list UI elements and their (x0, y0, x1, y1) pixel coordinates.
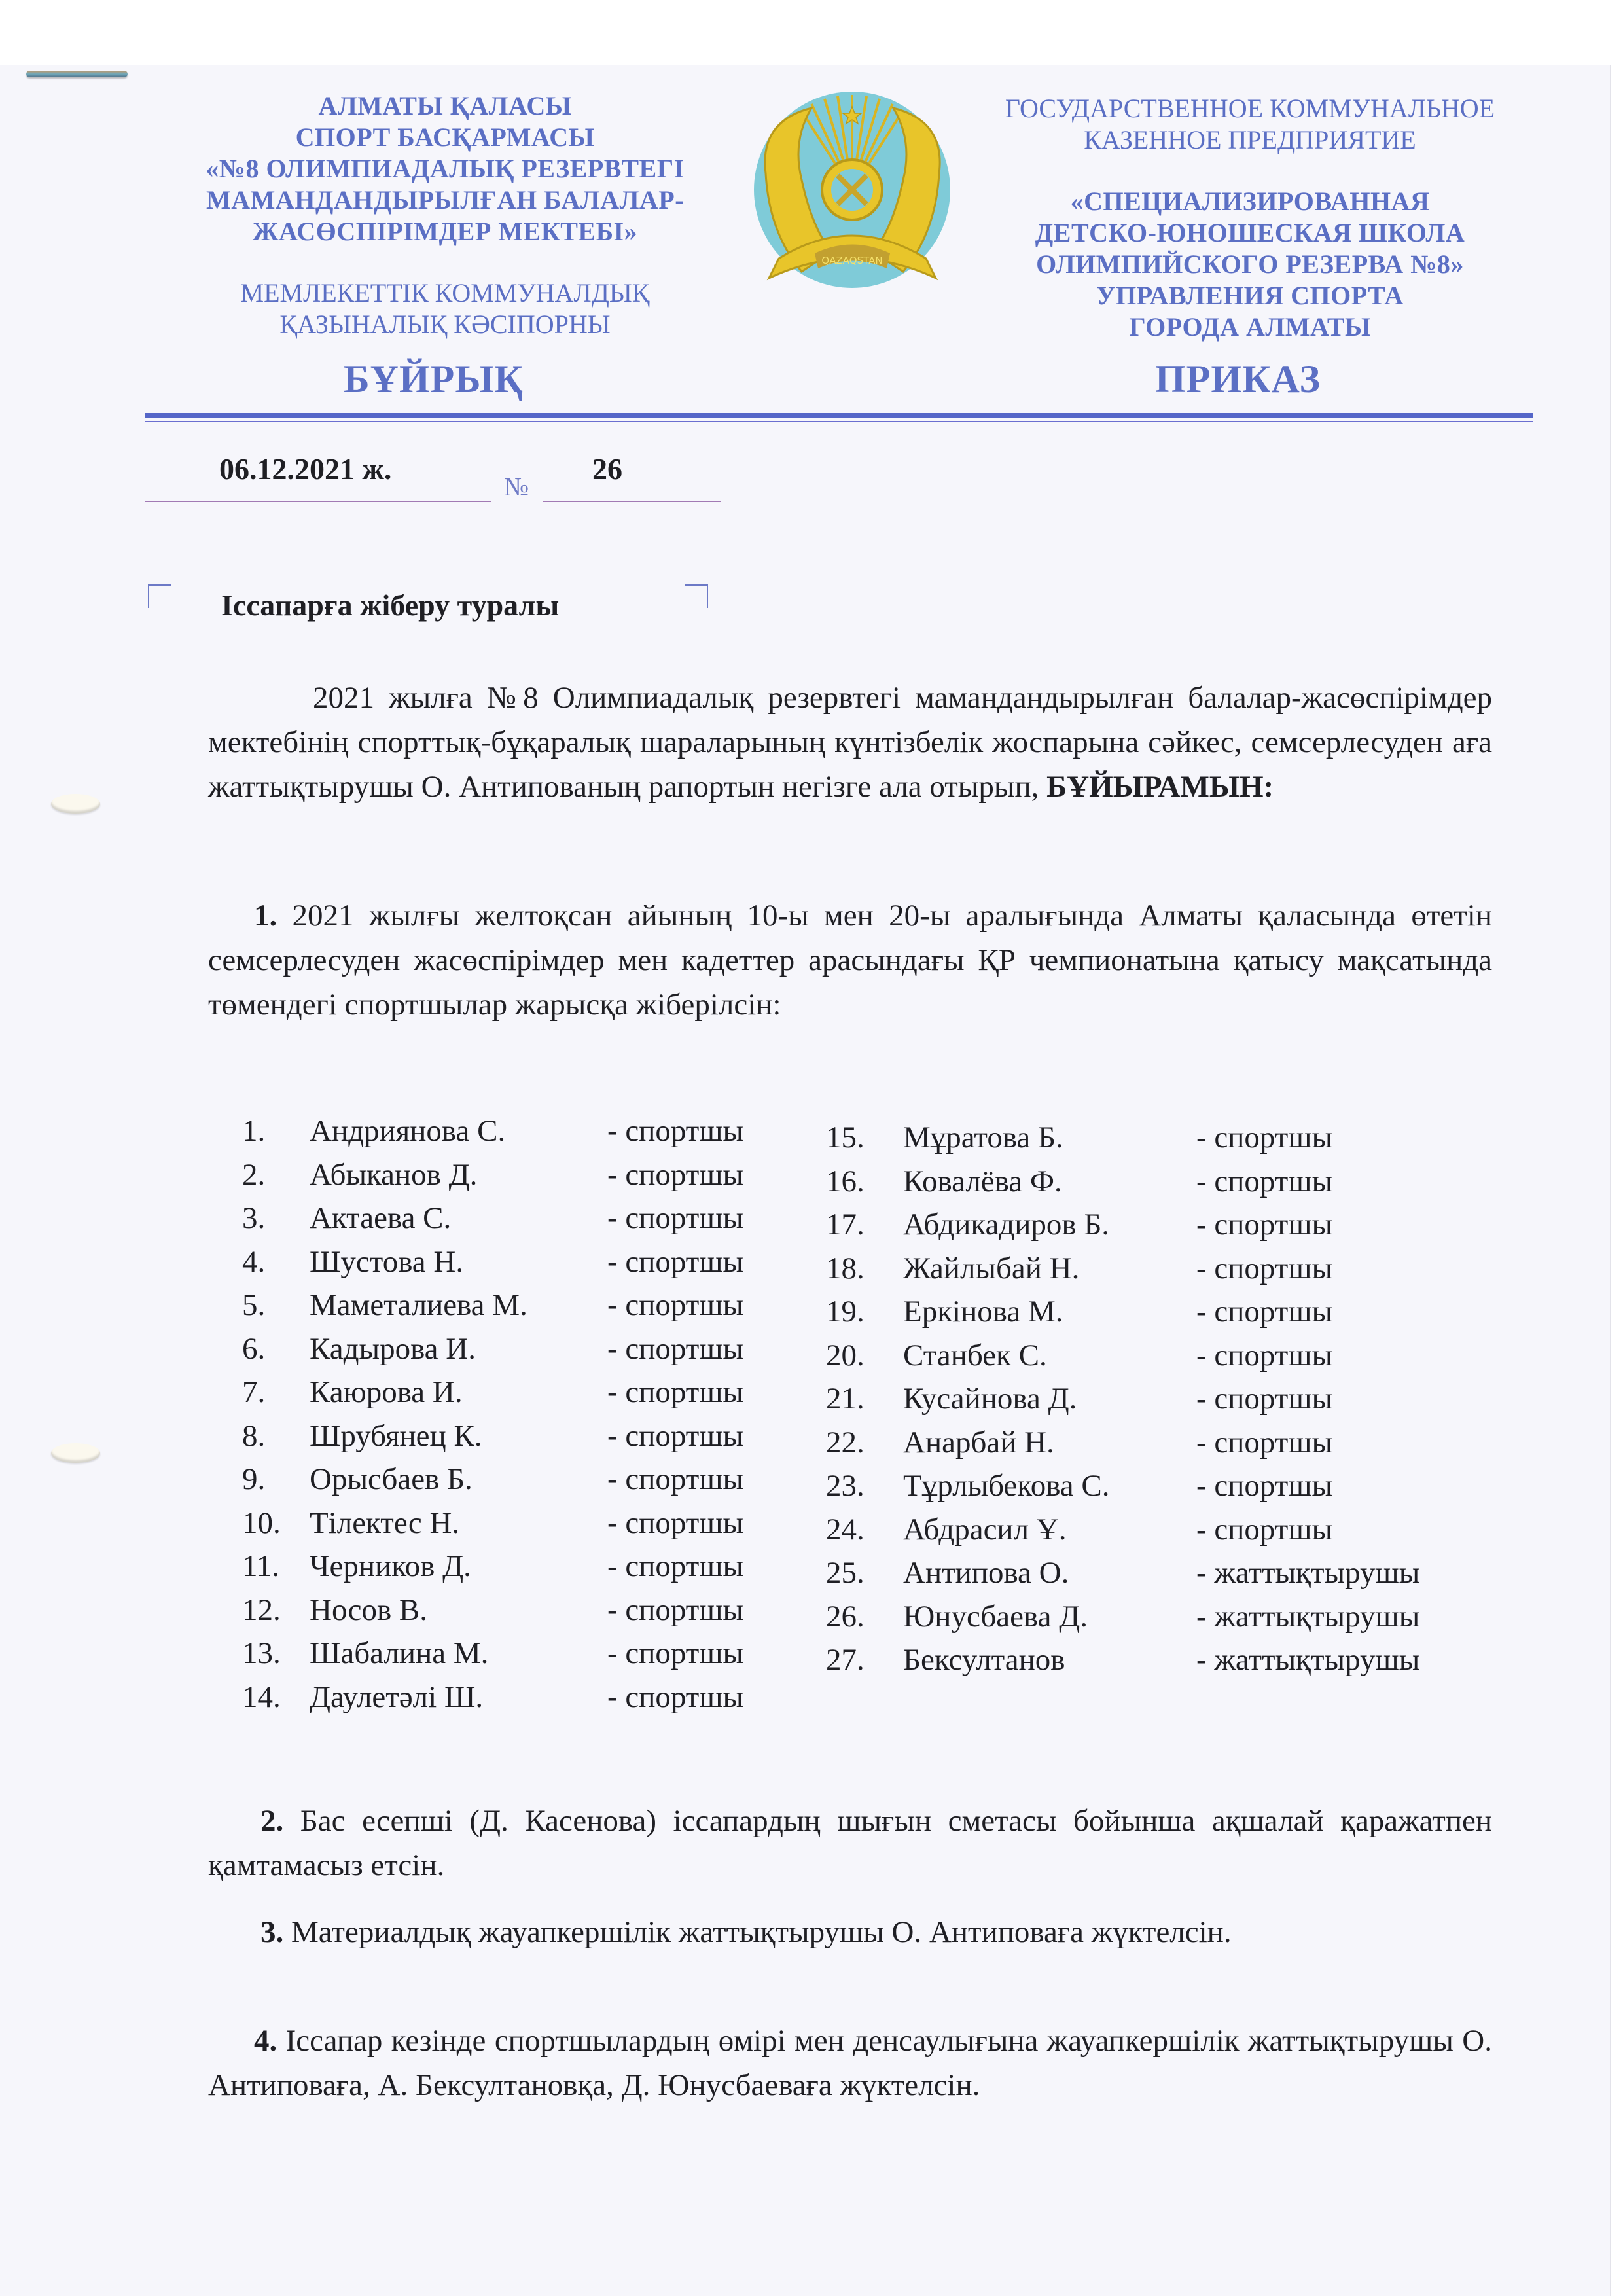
participant-row (826, 1203, 1419, 1247)
participant-number: 3. (242, 1201, 266, 1235)
header-kz-line: АЛМАТЫ ҚАЛАСЫ (318, 91, 572, 120)
header-ru (955, 93, 1544, 343)
header-kz-line: МАМАНДАНДЫРЫЛҒАН БАЛАЛАР- (205, 185, 685, 215)
participant-number: 7. (242, 1375, 266, 1409)
participant-name: Бексултанов (903, 1643, 1065, 1677)
participant-name: Актаева С. (310, 1201, 452, 1235)
participant-name: Ковалёва Ф. (903, 1164, 1062, 1198)
scan-top-margin (0, 0, 1623, 65)
participant-name: Кусайнова Д. (903, 1382, 1077, 1416)
participant-number: 11. (242, 1549, 280, 1583)
participant-row (826, 1377, 1419, 1421)
item-text: Бас есепші (Д. Касенова) іссапардың шығын сметасы бойынша ақшалай қаражатпен қамтамасыз етсін. (208, 1804, 1492, 1882)
participant-role: - спортшы (607, 1157, 744, 1192)
participant-role: - спортшы (607, 1636, 744, 1670)
punch-hole-lower (51, 1443, 100, 1463)
participant-row (242, 1414, 743, 1458)
participant-name: Жайлыбай Н. (903, 1251, 1080, 1285)
participant-number: 12. (242, 1592, 281, 1627)
item-number: 2. (260, 1804, 284, 1838)
participant-number: 13. (242, 1636, 281, 1670)
participant-row (242, 1458, 743, 1501)
participant-role: - спортшы (607, 1288, 744, 1322)
header-ru-line: ДЕТСКО-ЮНОШЕСКАЯ ШКОЛА (1035, 218, 1465, 247)
participant-role: - спортшы (607, 1418, 744, 1453)
participant-number: 18. (826, 1251, 865, 1285)
participant-role: - спортшы (1196, 1425, 1333, 1460)
participant-role: - спортшы (607, 1201, 744, 1235)
participant-role: - жаттықтырушы (1196, 1599, 1420, 1634)
participant-name: Тілектес Н. (310, 1505, 460, 1540)
order-item-3 (208, 1910, 1492, 1954)
order-subject: Іссапарға жіберу туралы (221, 588, 560, 622)
participant-name: Абдрасил Ұ. (903, 1512, 1067, 1547)
participant-row (242, 1327, 743, 1371)
header-kz-line: «№8 ОЛИМПИАДАЛЫҚ РЕЗЕРВТЕГІ (205, 154, 685, 183)
order-title-ru: ПРИКАЗ (1155, 357, 1321, 401)
participant-number: 26. (826, 1599, 865, 1634)
participant-number: 17. (826, 1208, 865, 1242)
kazakhstan-emblem-icon (740, 82, 965, 304)
participant-row (242, 1196, 743, 1240)
subject-bracket-right (685, 584, 708, 608)
header-kz-line: ҚАЗЫНАЛЫҚ КӘСІПОРНЫ (279, 310, 611, 339)
participant-name: Еркінова М. (903, 1295, 1063, 1329)
header-ru-line: КАЗЕННОЕ ПРЕДПРИЯТИЕ (1084, 125, 1416, 154)
number-sign: № (504, 472, 529, 501)
date-underline (145, 501, 491, 502)
item-text: Материалдық жауапкершілік жаттықтырушы О. Антиповаға жүктелсін. (283, 1915, 1232, 1949)
participant-name: Абыканов Д. (310, 1157, 478, 1192)
emblem-label: QAZAQSTAN (821, 255, 883, 266)
participant-role: - спортшы (607, 1244, 744, 1279)
staple (26, 71, 128, 77)
participant-name: Носов В. (310, 1592, 428, 1627)
participant-role: - спортшы (1196, 1251, 1333, 1285)
participant-name: Тұрлыбекова С. (903, 1469, 1110, 1503)
header-kz-line: ЖАСӨСПІРІМДЕР МЕКТЕБІ» (252, 217, 638, 246)
participant-role: - спортшы (1196, 1295, 1333, 1329)
participant-row (242, 1109, 743, 1153)
participant-name: Абдикадиров Б. (903, 1208, 1110, 1242)
participant-name: Шустова Н. (310, 1244, 464, 1279)
participant-name: Кадырова И. (310, 1331, 476, 1366)
participant-role: - спортшы (1196, 1338, 1333, 1372)
participant-row (242, 1676, 743, 1719)
header-kz-line: МЕМЛЕКЕТТІК КОММУНАЛДЫҚ (240, 278, 650, 308)
item-number: 4. (254, 2024, 277, 2058)
header-rule-thin (145, 421, 1533, 422)
participant-number: 21. (826, 1382, 865, 1416)
participant-number: 27. (826, 1643, 865, 1677)
participant-row (826, 1290, 1419, 1334)
participant-row (242, 1501, 743, 1545)
participant-role: - спортшы (1196, 1208, 1333, 1242)
order-number: 26 (592, 452, 622, 486)
participant-number: 20. (826, 1338, 865, 1372)
participant-row (826, 1334, 1419, 1378)
header-ru-line: ОЛИМПИЙСКОГО РЕЗЕРВА №8» (1036, 249, 1464, 279)
participant-row (242, 1240, 743, 1284)
participant-role: - спортшы (607, 1114, 744, 1148)
participant-row (826, 1508, 1419, 1552)
item-text: 2021 жылғы желтоқсан айының 10-ы мен 20-ы аралығында Алматы қаласында өтетін семсерлесуден жасөспірімдер мен кадеттер арасындағы ҚР чемпионатына қатысу мақсатында төмендегі спортшылар жарысқа жіберілсін: (208, 899, 1492, 1022)
order-date: 06.12.2021 ж. (219, 452, 392, 486)
punch-hole-upper (51, 794, 100, 814)
participant-number: 8. (242, 1418, 266, 1453)
participant-role: - спортшы (607, 1592, 744, 1627)
participant-number: 22. (826, 1425, 865, 1460)
participant-role: - спортшы (607, 1549, 744, 1583)
header-kz-line: СПОРТ БАСҚАРМАСЫ (295, 122, 595, 152)
participant-name: Андриянова С. (310, 1114, 506, 1148)
participant-row (826, 1247, 1419, 1291)
header-ru-line: ГОРОДА АЛМАТЫ (1129, 312, 1371, 342)
participant-number: 23. (826, 1469, 865, 1503)
participant-name: Станбек С. (903, 1338, 1047, 1372)
participant-number: 16. (826, 1164, 865, 1198)
intro-paragraph (208, 675, 1492, 809)
participant-number: 15. (826, 1121, 865, 1155)
participant-name: Каюрова И. (310, 1375, 463, 1409)
header-ru-line: ГОСУДАРСТВЕННОЕ КОММУНАЛЬНОЕ (1005, 94, 1495, 123)
participant-row (826, 1116, 1419, 1160)
order-title-kz: БҰЙРЫҚ (344, 357, 524, 401)
participant-row (242, 1588, 743, 1632)
header-ru-line: «СПЕЦИАЛИЗИРОВАННАЯ (1070, 187, 1430, 216)
participant-role: - спортшы (607, 1462, 744, 1496)
participant-number: 10. (242, 1505, 281, 1540)
item-text: Іссапар кезінде спортшылардың өмірі мен денсаулығына жауапкершілік жаттықтырушы О. Антиповаға, А. Бексултановқа, Д. Юнусбаеваға жүктелсін. (208, 2024, 1492, 2102)
participant-number: 1. (242, 1114, 266, 1148)
participant-row (826, 1638, 1419, 1682)
order-item-1 (208, 893, 1492, 1027)
participant-name: Орысбаев Б. (310, 1462, 473, 1496)
participant-row (242, 1153, 743, 1197)
item-number: 3. (260, 1915, 284, 1949)
header-ru-line: УПРАВЛЕНИЯ СПОРТА (1096, 281, 1404, 310)
intro-emphasis: БҰЙЫРАМЫН: (1046, 770, 1274, 804)
participant-row (826, 1421, 1419, 1465)
participant-number: 19. (826, 1295, 865, 1329)
participant-role: - спортшы (607, 1375, 744, 1409)
participant-role: - спортшы (1196, 1512, 1333, 1547)
number-underline (543, 501, 721, 502)
subject-bracket-left (148, 584, 171, 608)
paper-edge (1610, 65, 1623, 2296)
participant-row (242, 1632, 743, 1676)
participant-number: 4. (242, 1244, 266, 1279)
header-rule-thick (145, 413, 1533, 418)
participant-role: - спортшы (607, 1679, 744, 1714)
participant-name: Шабалина М. (310, 1636, 489, 1670)
participant-role: - спортшы (1196, 1121, 1333, 1155)
order-item-4 (208, 2018, 1492, 2108)
participant-row (242, 1371, 743, 1414)
participants-list-left (242, 1109, 743, 1719)
participant-name: Юнусбаева Д. (903, 1599, 1088, 1634)
participant-row (242, 1283, 743, 1327)
item-number: 1. (254, 899, 277, 933)
order-item-2 (208, 1799, 1492, 1888)
participant-name: Маметалиева М. (310, 1288, 527, 1322)
participant-number: 25. (826, 1556, 865, 1590)
participant-name: Антипова О. (903, 1556, 1069, 1590)
participant-role: - спортшы (1196, 1164, 1333, 1198)
participant-role: - спортшы (1196, 1382, 1333, 1416)
participant-row (826, 1160, 1419, 1204)
participant-name: Мұратова Б. (903, 1121, 1063, 1155)
participant-number: 9. (242, 1462, 266, 1496)
intro-text: 2021 жылға №8 Олимпиадалық резервтегі мамандандырылған балалар-жасөспірімдер мектебінің спорттық-бұқаралық шараларының күнтізбелік жоспарына сәйкес, семсерлесуден аға жаттықтырушы О. Антипованың рапортын негізге ала отырып, (208, 681, 1492, 804)
participant-role: - жаттықтырушы (1196, 1556, 1420, 1590)
participant-name: Шрубянец К. (310, 1418, 482, 1453)
participant-row (826, 1595, 1419, 1639)
participants-list-right (826, 1116, 1419, 1682)
participant-row (826, 1551, 1419, 1595)
participant-row (826, 1464, 1419, 1508)
participant-number: 2. (242, 1157, 266, 1192)
participant-role: - спортшы (607, 1505, 744, 1540)
participant-name: Анарбай Н. (903, 1425, 1054, 1460)
participant-role: - спортшы (1196, 1469, 1333, 1503)
participant-role: - спортшы (607, 1331, 744, 1366)
participant-number: 24. (826, 1512, 865, 1547)
participant-role: - жаттықтырушы (1196, 1643, 1420, 1677)
participant-name: Даулетәлі Ш. (310, 1679, 484, 1714)
participant-name: Черников Д. (310, 1549, 471, 1583)
participant-row (242, 1545, 743, 1588)
header-kz (157, 90, 733, 340)
participant-number: 6. (242, 1331, 266, 1366)
participant-number: 14. (242, 1679, 281, 1714)
participant-number: 5. (242, 1288, 266, 1322)
